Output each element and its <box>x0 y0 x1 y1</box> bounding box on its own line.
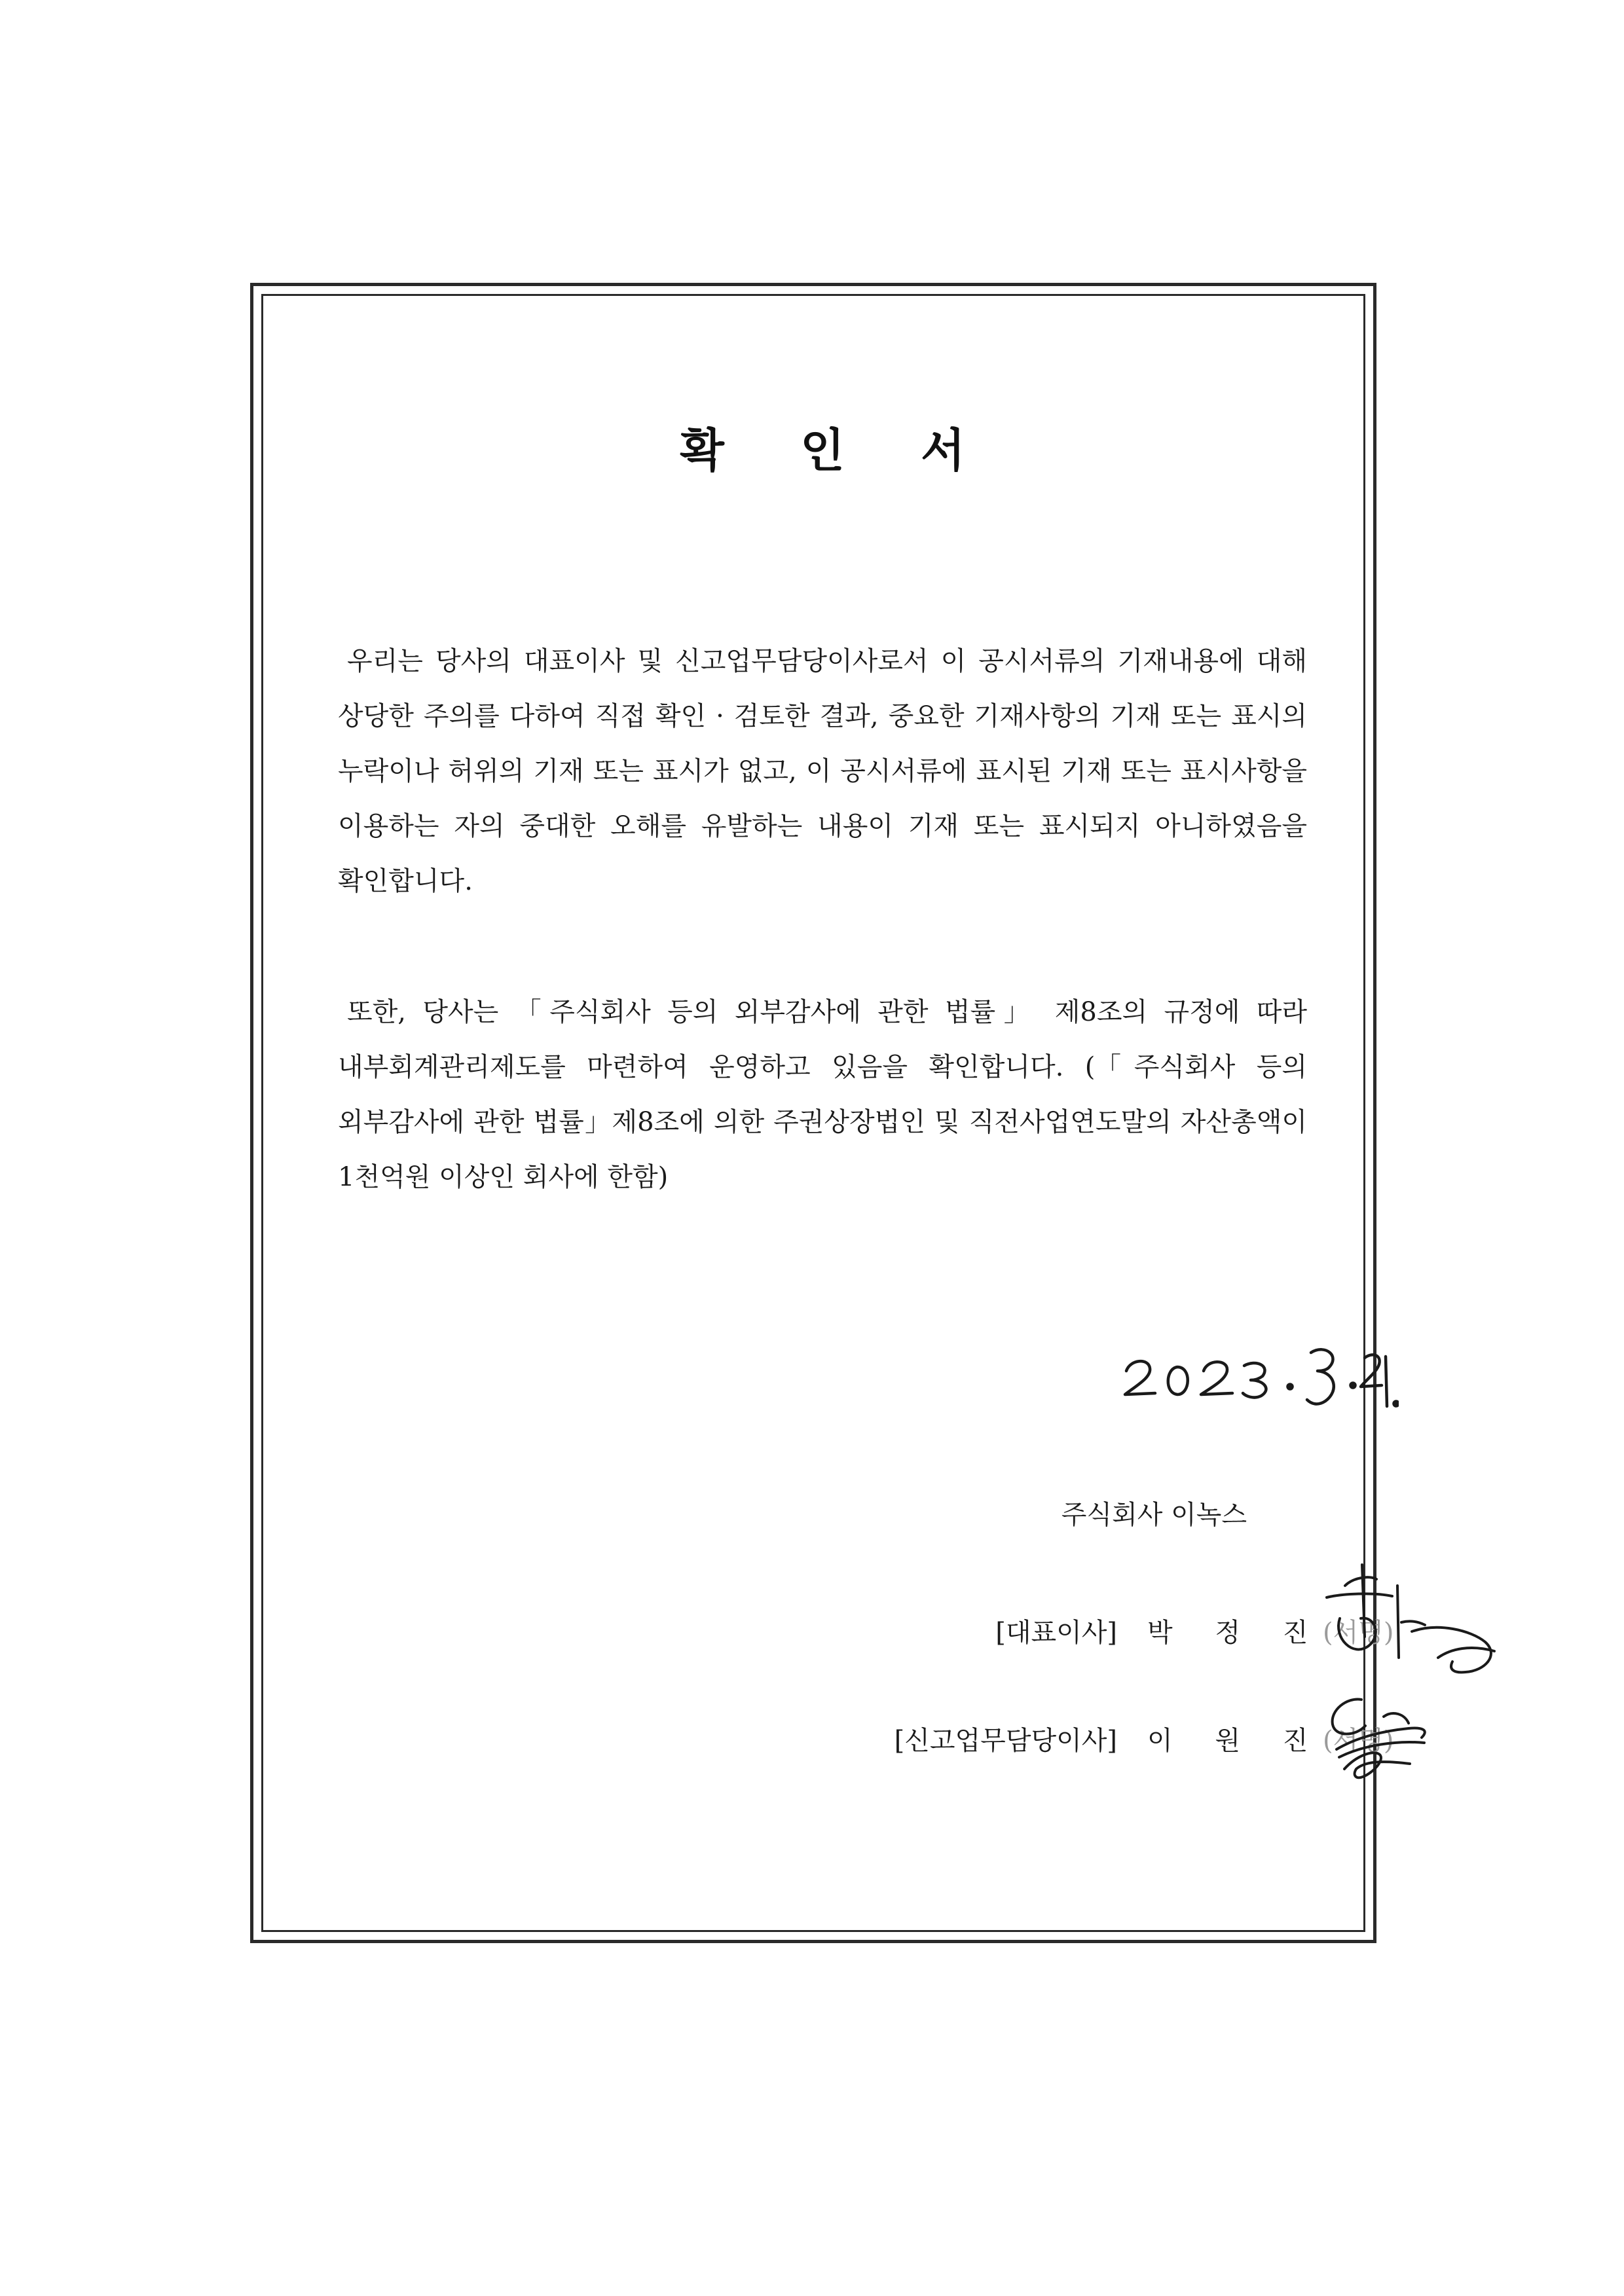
document-title: 확 인 서 <box>680 424 995 477</box>
handwritten-date <box>1117 1330 1399 1415</box>
document-inner-border <box>261 294 1394 1932</box>
signatory-role: [대표이사] <box>995 1618 1117 1648</box>
signatory-role: [신고업무담당이사] <box>894 1726 1117 1756</box>
sign-mark: (서명) <box>1323 1726 1394 1756</box>
signatory-name: 이 원 진 <box>1147 1726 1325 1756</box>
handwritten-date-drawing <box>1117 1330 1399 1415</box>
sign-mark: (서명) <box>1323 1618 1394 1648</box>
company-name: 주식회사 이녹스 <box>1061 1500 1247 1530</box>
document-border <box>250 283 1394 1943</box>
confirmation-paragraph: 우리는 당사의 대표이사 및 신고업무담당이사로서 이 공시서류의 기재내용에 대해 상당한 주의를 다하여 직접 확인 · 검토한 결과, 중요한 기재사항의 기재 또는 표시의 누락이나 허위의 기재 또는 표시가 없고, 이 공시서류에 표시된 기재 또는 표시사항을 이용하는 자의 중대한 오해를 유발하는 내용이 기재 또는 표시되지 아니하였음을 확인합니다. <box>338 646 1307 896</box>
internal-control-paragraph: 또한, 당사는 「주식회사 등의 외부감사에 관한 법률」 제8조의 규정에 따라 내부회계관리제도를 마련하여 운영하고 있음을 확인합니다. (「주식회사 등의 외부감사에 관한 법률」제8조에 의한 주권상장법인 및 직전사업연도말의 자산총액이 1천억원 이상인 회사에 한함) <box>338 997 1307 1192</box>
signatory-name: 박 정 진 <box>1147 1618 1325 1648</box>
